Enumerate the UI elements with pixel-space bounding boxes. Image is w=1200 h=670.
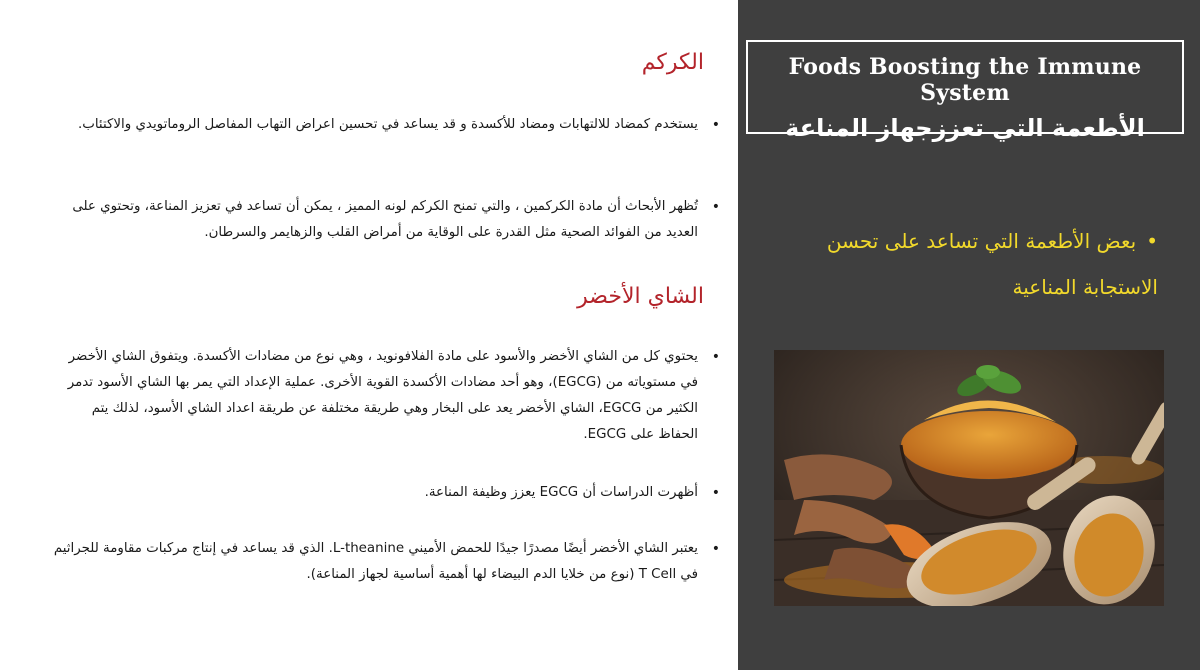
list-item-text: تُظهر الأبحاث أن مادة الكركمين ، والتي تمنح الكركم لونه المميز ، يمكن أن تساعد في تعزيز المناعة، وتحتوي على العديد من الفوائد الصحية مثل القدرة على الوقاية من أمراض القلب والزهايمر والسرطان. — [72, 199, 698, 240]
list-item-text: يعتبر الشاي الأخضر أيضًا مصدرًا جيدًا للحمض الأميني L-theanine. الذي قد يساعد في إنتاج مركبات مقاومة للجراثيم في T Cell (نوع من خلايا الدم البيضاء لها أهمية أساسية لجهاز المناعة). — [53, 541, 698, 582]
title-box — [746, 40, 1184, 142]
bullet-icon: • — [711, 199, 720, 215]
turmeric-photo — [774, 350, 1164, 606]
bullet-icon: • — [711, 485, 720, 501]
list-item-text: أظهرت الدراسات أن EGCG يعزز وظيفة المناعة. — [424, 485, 698, 500]
green-tea-heading: الشاي الأخضر — [577, 284, 704, 309]
list-item — [50, 536, 720, 588]
list-item — [50, 112, 720, 138]
slide-content — [30, 0, 720, 670]
bullet-icon: • — [711, 117, 720, 133]
list-item — [50, 194, 720, 246]
list-item-text: يستخدم كمضاد للالتهابات ومضاد للأكسدة و قد يساعد في تحسين اعراض التهاب المفاصل الروماتويدي والاكتئاب. — [77, 117, 698, 132]
bullet-icon: • — [711, 349, 720, 365]
slide-title-english: Foods Boosting the Immune System — [788, 54, 1142, 106]
turmeric-illustration — [774, 350, 1164, 606]
side-bullet — [778, 218, 1158, 310]
slide-title-arabic: الأطعمة التي تعززجهاز المناعة — [785, 114, 1145, 142]
bullet-icon: • — [1146, 229, 1158, 253]
side-panel — [738, 0, 1200, 670]
list-item — [50, 344, 720, 448]
side-bullet-text: بعض الأطعمة التي تساعد على تحسن الاستجابة المناعية — [826, 229, 1158, 299]
turmeric-heading: الكركم — [641, 50, 704, 75]
bullet-icon: • — [711, 541, 720, 557]
list-item-text: يحتوي كل من الشاي الأخضر والأسود على مادة الفلافونويد ، وهي نوع من مضادات الأكسدة. ويتفوق الشاي الأخضر في مستوياته من (EGCG)، وهو أحد مضادات الأكسدة القوية الأخرى. عملية الإعداد التي يمر بها الشاي الأسود تدمر الكثير من EGCG، الشاي الأخضر يعد على البخار وهي طريقة مختلفة عن طريقة اعداد الشاي الأسود، لذلك يتم الحفاظ على EGCG. — [67, 349, 698, 442]
list-item — [50, 480, 720, 506]
